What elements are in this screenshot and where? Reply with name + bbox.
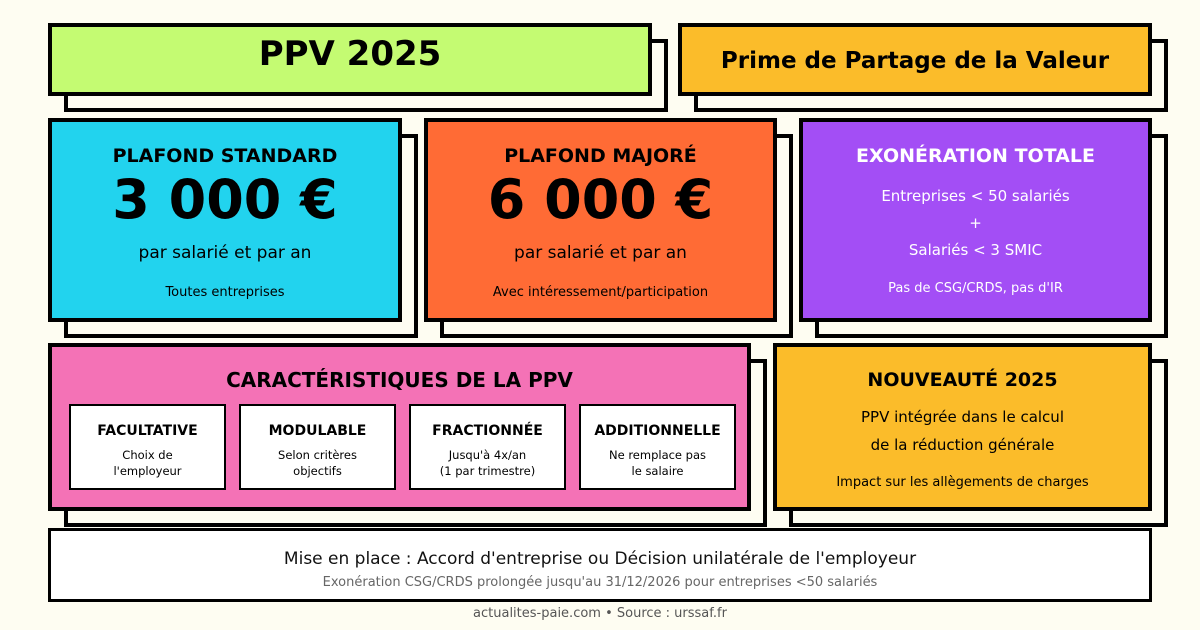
feature-title: FACULTATIVE (97, 423, 198, 439)
features-heading: CARACTÉRISTIQUES DE LA PPV (226, 368, 573, 392)
feature-desc: Jusqu'à 4x/an (1 par trimestre) (439, 448, 536, 478)
footer-main-text: Mise en place : Accord d'entreprise ou Décision unilatérale de l'employeur (283, 549, 917, 569)
nouveaute-panel (773, 343, 1152, 511)
feature-facultative (69, 404, 226, 490)
feature-desc: Selon critères objectifs (278, 448, 357, 478)
card-note: Avec intéressement/participation (492, 285, 709, 300)
feature-title: ADDITIONNELLE (594, 423, 721, 439)
card-amount: 6 000 € (487, 168, 714, 231)
nouveaute-line-1: PPV intégrée dans le calcul (861, 408, 1064, 426)
feature-additionnelle (579, 404, 736, 490)
page-title: PPV 2025 (258, 33, 442, 74)
header-right-box (678, 23, 1152, 96)
feature-title: MODULABLE (268, 423, 367, 439)
feature-title: FRACTIONNÉE (432, 423, 543, 439)
card-heading: PLAFOND STANDARD (112, 145, 338, 167)
card-amount: 3 000 € (112, 168, 338, 231)
feature-fractionnee (409, 404, 566, 490)
header-left-box (48, 23, 652, 96)
footer-box (48, 528, 1152, 602)
card-line-1: Entreprises < 50 salariés (881, 187, 1070, 205)
credits: actualites-paie.com • Source : urssaf.fr (473, 606, 727, 621)
page-subtitle: Prime de Partage de la Valeur (720, 48, 1110, 74)
card-line-2: Salariés < 3 SMIC (908, 241, 1043, 259)
nouveaute-line-2: de la réduction générale (870, 436, 1055, 454)
feature-desc: Choix de l'employeur (113, 448, 182, 478)
card-heading: EXONÉRATION TOTALE (856, 145, 1095, 167)
feature-desc: Ne remplace pas le salaire (608, 448, 707, 478)
card-unit: par salarié et par an (514, 243, 687, 263)
nouveaute-note: Impact sur les allègements de charges (836, 475, 1089, 490)
card-plafond-majore (424, 118, 777, 322)
card-unit: par salarié et par an (138, 243, 312, 263)
nouveaute-heading: NOUVEAUTÉ 2025 (867, 369, 1058, 391)
card-exoneration-totale (799, 118, 1152, 322)
card-heading: PLAFOND MAJORÉ (504, 145, 697, 167)
card-plafond-standard (48, 118, 402, 322)
feature-modulable (239, 404, 396, 490)
card-note: Toutes entreprises (165, 285, 285, 300)
footer-sub-text: Exonération CSG/CRDS prolongée jusqu'au 31/12/2026 pour entreprises <50 salariés (322, 575, 878, 590)
card-plus: + (969, 214, 982, 232)
card-note: Pas de CSG/CRDS, pas d'IR (888, 281, 1063, 296)
